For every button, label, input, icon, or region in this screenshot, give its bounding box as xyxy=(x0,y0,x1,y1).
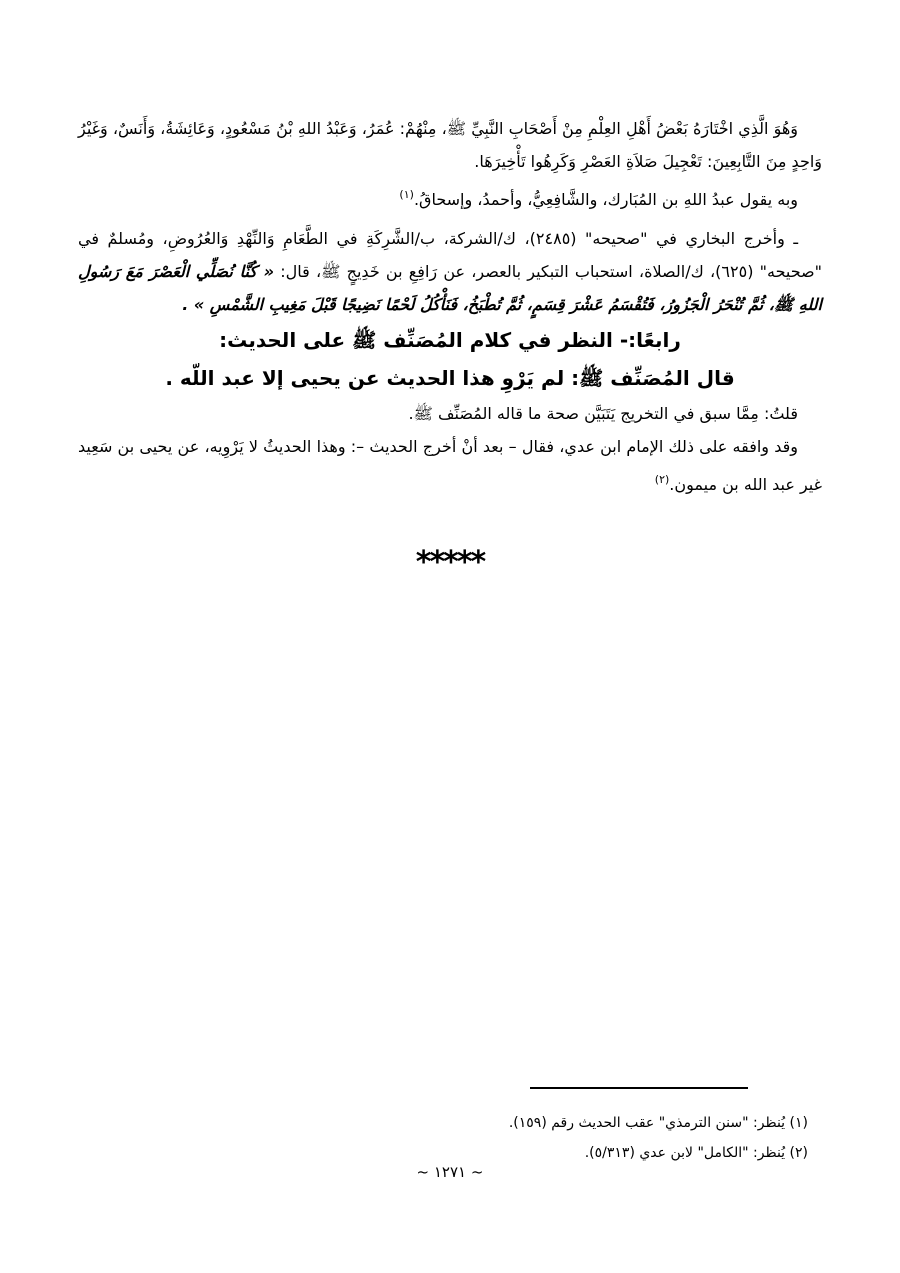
paragraph-ibn-adi-text: وقد وافقه على ذلك الإمام ابن عدي، فقال – بعد أنْ أخرج الحديث –: وهذا الحديثُ لا يَرْوِيه، عن يحيى بن سَعِيد غير عبد الله بن ميمون. xyxy=(78,437,822,494)
paragraph-choice-of-scholars: وَهُوَ الَّذِي اخْتَارَهُ بَعْضُ أَهْلِ العِلْمِ مِنْ أَصْحَابِ النَّبِيِّ ﷺ، مِنْهُمْ: عُمَرُ، وَعَبْدُ اللهِ بْنُ مَسْعُودٍ، وَعَائِشَةُ، وَأَنَسٌ، وَغَيْرُ وَاحِدٍ مِنَ التَّابِعِينَ: تَعْجِيلَ صَلاَةِ العَصْرِ وَكَرِهُوا تَأْخِيرَهَا. xyxy=(78,119,822,171)
page-number: ~ ١٢٧١ ~ xyxy=(416,1163,484,1181)
hadith-quote: « كُنَّا نُصَلِّي الْعَصْرَ مَعَ رَسُولِ اللهِ ﷺ، ثُمَّ تُنْحَرُ الْجَزُورُ، فَتُقْسَمُ عَشْرَ قِسَمٍ، ثُمَّ تُطْبَخُ، فَنَأْكُلُ لَحْمًا نَضِيجًا قَبْلَ مَغِيبِ الشَّمْسِ » . xyxy=(78,262,822,314)
footnotes xyxy=(509,1108,808,1168)
paragraph-bukhari-muslim-intro: ـ وأخرج البخاري في "صحيحه" (٢٤٨٥)، ك/الشركة، ب/الشَّرِكَةِ في الطَّعَامِ وَالنِّهْدِ وَالعُرُوضِ، ومُسلمٌ في "صحيحه" (٦٢٥)، ك/الصلاة، استحباب التبكير بالعصر، عن رَافِعِ بن خَدِيجٍ ﷺ، قال: xyxy=(78,229,823,281)
paragraph-bukhari-muslim xyxy=(78,222,822,321)
main-text xyxy=(78,112,822,501)
section-separator: ***** xyxy=(415,545,485,580)
paragraph-conclusion: قلتُ: مِمَّا سبق في التخريج يَتَبَيَّن صحة ما قاله المُصَنِّف ﷺ. xyxy=(408,404,798,423)
section-heading-fourth: رابعًا:- النظر في كلام المُصَنِّف ﷺ على الحديث: xyxy=(219,328,681,352)
paragraph-supporters-text: وبه يقول عبدُ اللهِ بن المُبَارك، والشَّافِعِيُّ، وأحمدُ، وإسحاقُ. xyxy=(413,190,798,209)
paragraph-ibn-adi xyxy=(78,430,822,501)
footnote-2: (٢) يُنظر: "الكامل" لابن عدي (٥/٣١٣). xyxy=(584,1145,808,1161)
paragraph-supporters xyxy=(78,178,822,216)
footnote-divider xyxy=(530,1087,748,1089)
footnote-ref-1: (١) xyxy=(399,188,414,201)
author-statement-heading: قال المُصَنِّف ﷺ: لم يَرْوِ هذا الحديث عن يحيى إلا عبد اللّه . xyxy=(165,366,735,390)
footnote-ref-2: (٢) xyxy=(654,473,670,486)
footnote-1: (١) يُنظر: "سنن الترمذي" عقب الحديث رقم (١٥٩). xyxy=(508,1115,808,1131)
